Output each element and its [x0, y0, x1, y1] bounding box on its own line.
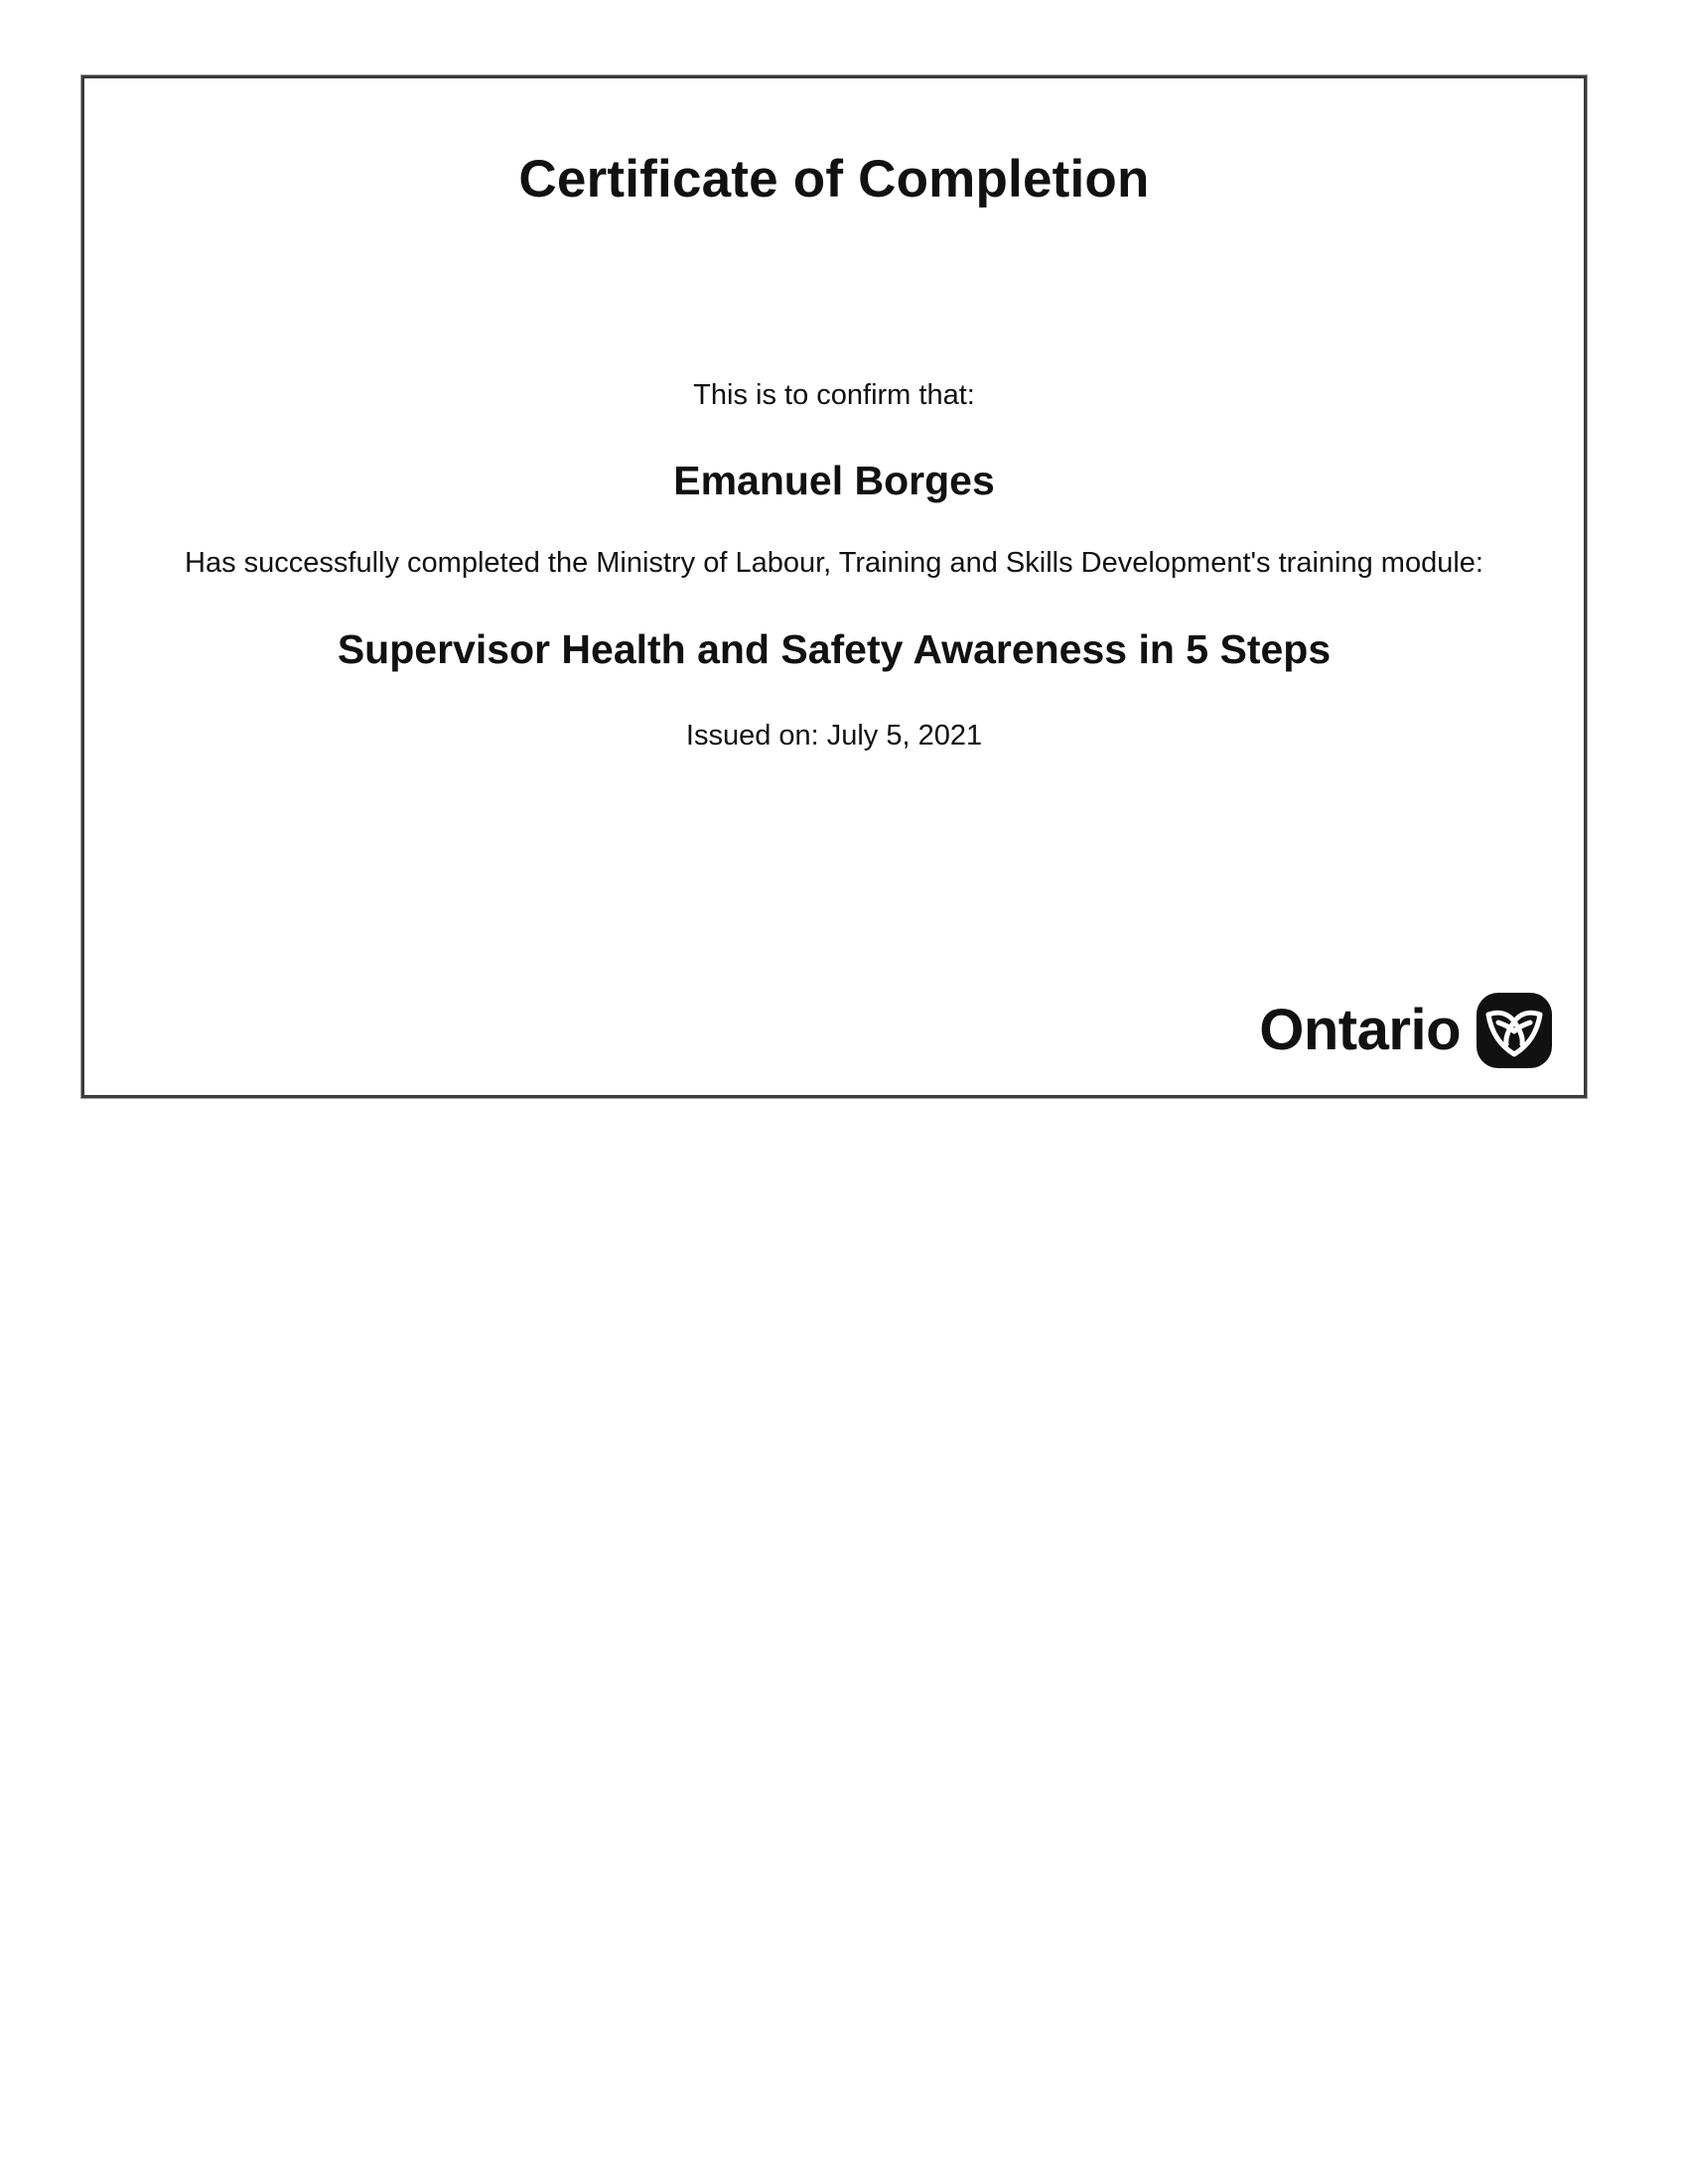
- certificate-frame: [81, 75, 1587, 1098]
- confirm-text: This is to confirm that:: [693, 379, 975, 411]
- certificate-title: Certificate of Completion: [518, 150, 1150, 208]
- ontario-logo: [1259, 990, 1554, 1071]
- module-name: Supervisor Health and Safety Awareness in 5 Steps: [337, 626, 1332, 672]
- logo-wordmark: Ontario: [1259, 998, 1461, 1062]
- issued-label: Issued on:: [685, 720, 819, 751]
- issued-date: July 5, 2021: [826, 720, 983, 751]
- completion-statement: Has successfully completed the Ministry of Labour, Training and Skills Development's training module:: [185, 547, 1483, 579]
- recipient-name: Emanuel Borges: [673, 458, 995, 503]
- issued-line: [84, 720, 1584, 752]
- trillium-icon: [1475, 991, 1554, 1070]
